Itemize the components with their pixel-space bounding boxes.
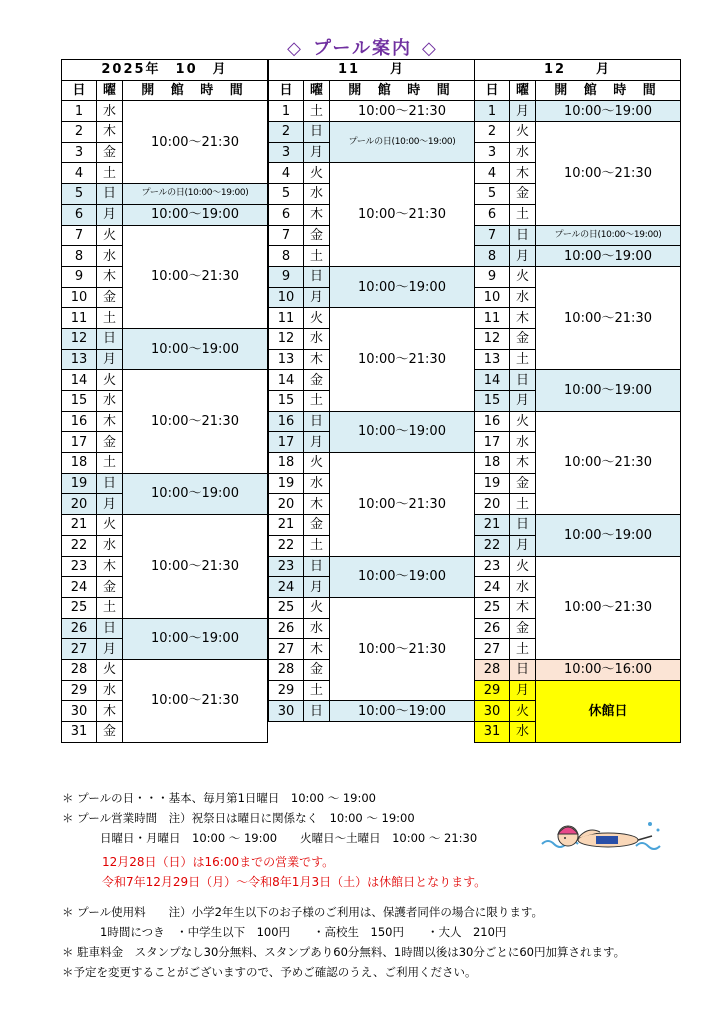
day-number: 4 — [269, 163, 304, 184]
day-row — [269, 101, 475, 122]
weekday: 水 — [304, 618, 330, 639]
day-number: 28 — [269, 659, 304, 680]
col-header-weekday: 曜 — [304, 80, 330, 101]
weekday: 月 — [97, 639, 123, 660]
weekday: 月 — [510, 391, 536, 412]
weekday: 土 — [510, 639, 536, 660]
weekday: 月 — [510, 680, 536, 701]
day-number: 23 — [475, 556, 510, 577]
month-table — [474, 59, 681, 743]
day-row — [62, 204, 268, 225]
note-short-day: 12月28日（日）は16:00までの営業です。 — [102, 855, 335, 869]
day-number: 19 — [475, 473, 510, 494]
weekday: 日 — [510, 225, 536, 246]
weekday: 土 — [510, 494, 536, 515]
day-number: 9 — [62, 266, 97, 287]
note-fee: ＊ プール使用料 注）小学2年生以下のお子様のご利用は、保護者同伴の場合に限ります。 — [62, 905, 543, 919]
day-number: 2 — [269, 122, 304, 143]
weekday: 水 — [97, 101, 123, 122]
weekday: 金 — [304, 659, 330, 680]
day-number: 20 — [475, 494, 510, 515]
col-header-weekday: 曜 — [97, 80, 123, 101]
weekday: 土 — [304, 680, 330, 701]
day-row — [62, 473, 268, 494]
hours-cell: 10:00～21:30 — [123, 515, 268, 618]
col-header-day: 日 — [475, 80, 510, 101]
weekday: 金 — [97, 722, 123, 743]
day-number: 21 — [62, 515, 97, 536]
day-row — [62, 515, 268, 536]
hours-cell: 10:00～19:00 — [330, 556, 475, 597]
day-number: 3 — [62, 142, 97, 163]
weekday: 火 — [510, 701, 536, 722]
day-number: 12 — [475, 328, 510, 349]
day-number: 19 — [62, 473, 97, 494]
day-number: 27 — [269, 639, 304, 660]
day-number: 25 — [269, 597, 304, 618]
day-row — [269, 411, 475, 432]
day-number: 18 — [62, 453, 97, 474]
day-number: 4 — [62, 163, 97, 184]
hours-cell: 10:00～21:30 — [123, 101, 268, 184]
day-number: 24 — [62, 577, 97, 598]
weekday: 月 — [304, 142, 330, 163]
weekday: 木 — [97, 122, 123, 143]
note-closed: 令和7年12月29日（月）～令和8年1月3日（土）は休館日となります。 — [102, 875, 487, 889]
day-number: 18 — [269, 453, 304, 474]
day-number: 5 — [62, 184, 97, 205]
weekday: 木 — [97, 701, 123, 722]
hours-cell: 10:00～19:00 — [123, 204, 268, 225]
day-row — [475, 101, 681, 122]
weekday: 火 — [304, 308, 330, 329]
day-number: 31 — [62, 722, 97, 743]
weekday: 土 — [97, 308, 123, 329]
hours-cell: 10:00～21:30 — [123, 659, 268, 742]
weekday: 月 — [97, 204, 123, 225]
col-header-hours: 開 館 時 間 — [123, 80, 268, 101]
weekday: 日 — [97, 328, 123, 349]
day-row — [475, 246, 681, 267]
day-row — [475, 680, 681, 701]
weekday: 日 — [304, 411, 330, 432]
day-number: 29 — [475, 680, 510, 701]
weekday: 日 — [97, 618, 123, 639]
weekday: 水 — [510, 287, 536, 308]
day-number: 17 — [62, 432, 97, 453]
day-number: 2 — [62, 122, 97, 143]
day-number: 15 — [475, 391, 510, 412]
day-row — [475, 225, 681, 246]
weekday: 金 — [97, 432, 123, 453]
day-number: 22 — [62, 535, 97, 556]
weekday: 木 — [304, 639, 330, 660]
weekday: 水 — [510, 722, 536, 743]
day-number: 8 — [62, 246, 97, 267]
hours-cell: 10:00～19:00 — [123, 328, 268, 369]
closed-cell: 休館日 — [536, 680, 681, 742]
day-number: 9 — [269, 266, 304, 287]
weekday: 水 — [304, 473, 330, 494]
weekday: 月 — [510, 535, 536, 556]
hours-cell: プールの日(10:00～19:00) — [123, 184, 268, 205]
day-number: 13 — [62, 349, 97, 370]
day-row — [62, 370, 268, 391]
day-row — [269, 308, 475, 329]
weekday: 土 — [97, 453, 123, 474]
day-row — [475, 370, 681, 391]
weekday: 日 — [304, 266, 330, 287]
day-row — [269, 701, 475, 722]
day-number: 29 — [269, 680, 304, 701]
month-table — [268, 59, 475, 722]
day-number: 12 — [269, 328, 304, 349]
weekday: 金 — [304, 225, 330, 246]
weekday: 木 — [304, 349, 330, 370]
weekday: 月 — [304, 577, 330, 598]
hours-cell: 10:00～21:30 — [123, 370, 268, 473]
day-number: 8 — [269, 246, 304, 267]
day-number: 21 — [269, 515, 304, 536]
weekday: 火 — [304, 597, 330, 618]
day-row — [475, 515, 681, 536]
day-number: 11 — [269, 308, 304, 329]
day-row — [62, 225, 268, 246]
weekday: 木 — [97, 411, 123, 432]
day-number: 23 — [62, 556, 97, 577]
hours-cell: 10:00～19:00 — [536, 246, 681, 267]
day-number: 24 — [475, 577, 510, 598]
day-number: 17 — [269, 432, 304, 453]
day-number: 16 — [475, 411, 510, 432]
weekday: 水 — [97, 391, 123, 412]
day-number: 6 — [475, 204, 510, 225]
day-number: 7 — [269, 225, 304, 246]
hours-cell: 10:00～19:00 — [123, 473, 268, 514]
day-number: 30 — [269, 701, 304, 722]
day-number: 24 — [269, 577, 304, 598]
day-row — [475, 556, 681, 577]
weekday: 火 — [510, 411, 536, 432]
day-number: 10 — [62, 287, 97, 308]
day-number: 5 — [475, 184, 510, 205]
col-header-weekday: 曜 — [510, 80, 536, 101]
day-number: 22 — [475, 535, 510, 556]
day-number: 16 — [269, 411, 304, 432]
weekday: 金 — [510, 184, 536, 205]
weekday: 日 — [97, 473, 123, 494]
hours-cell: 10:00～21:30 — [536, 266, 681, 369]
weekday: 土 — [304, 246, 330, 267]
day-number: 31 — [475, 722, 510, 743]
weekday: 水 — [304, 328, 330, 349]
day-number: 8 — [475, 246, 510, 267]
weekday: 土 — [304, 391, 330, 412]
weekday: 土 — [304, 535, 330, 556]
day-number: 18 — [475, 453, 510, 474]
hours-cell: 10:00～21:30 — [330, 453, 475, 556]
weekday: 日 — [510, 515, 536, 536]
weekday: 木 — [304, 494, 330, 515]
month-header: 12 月 — [475, 60, 681, 81]
weekday: 土 — [304, 101, 330, 122]
title-text: プール案内 — [312, 38, 413, 59]
diamond-icon: ◇ — [422, 38, 438, 59]
day-number: 4 — [475, 163, 510, 184]
weekday: 日 — [510, 659, 536, 680]
weekday: 火 — [97, 659, 123, 680]
weekday: 金 — [510, 328, 536, 349]
weekday: 日 — [510, 370, 536, 391]
day-number: 27 — [62, 639, 97, 660]
weekday: 土 — [510, 204, 536, 225]
weekday: 木 — [97, 266, 123, 287]
day-number: 10 — [269, 287, 304, 308]
day-row — [475, 122, 681, 143]
day-row — [62, 101, 268, 122]
col-header-hours: 開 館 時 間 — [536, 80, 681, 101]
hours-cell: 10:00～21:30 — [330, 597, 475, 700]
day-number: 23 — [269, 556, 304, 577]
hours-cell: 10:00～19:00 — [330, 266, 475, 307]
day-number: 9 — [475, 266, 510, 287]
weekday: 火 — [304, 453, 330, 474]
day-number: 22 — [269, 535, 304, 556]
weekday: 火 — [304, 163, 330, 184]
day-row — [269, 453, 475, 474]
weekday: 金 — [510, 473, 536, 494]
weekday: 水 — [97, 246, 123, 267]
month-table — [61, 59, 268, 743]
weekday: 金 — [510, 618, 536, 639]
weekday: 火 — [97, 515, 123, 536]
weekday: 月 — [304, 287, 330, 308]
month-header: 2025年 10 月 — [62, 60, 268, 81]
note-pool-day: ＊ プールの日・・・基本、毎月第1日曜日 10:00 ～ 19:00 — [62, 791, 376, 805]
weekday: 金 — [97, 287, 123, 308]
page-title — [0, 34, 725, 60]
weekday: 水 — [97, 680, 123, 701]
weekday: 日 — [304, 556, 330, 577]
day-row — [62, 184, 268, 205]
day-number: 20 — [269, 494, 304, 515]
day-row — [475, 266, 681, 287]
day-number: 14 — [269, 370, 304, 391]
day-number: 26 — [62, 618, 97, 639]
day-row — [269, 556, 475, 577]
day-number: 14 — [62, 370, 97, 391]
note-hours: ＊ プール営業時間 注）祝祭日は曜日に関係なく 10:00 ～ 19:00 — [62, 811, 415, 825]
weekday: 木 — [304, 204, 330, 225]
hours-cell: プールの日(10:00～19:00) — [536, 225, 681, 246]
day-number: 11 — [62, 308, 97, 329]
day-number: 1 — [62, 101, 97, 122]
hours-cell: 10:00～21:30 — [536, 411, 681, 514]
hours-cell: 10:00～19:00 — [330, 701, 475, 722]
weekday: 月 — [510, 101, 536, 122]
weekday: 火 — [510, 556, 536, 577]
note-parking: ＊ 駐車料金 スタンプなし30分無料、スタンプあり60分無料、1時間以後は30分ごとに60円加算されます。 — [62, 945, 626, 959]
day-number: 27 — [475, 639, 510, 660]
col-header-day: 日 — [62, 80, 97, 101]
weekday: 木 — [510, 163, 536, 184]
day-number: 17 — [475, 432, 510, 453]
day-number: 26 — [475, 618, 510, 639]
col-header-hours: 開 館 時 間 — [330, 80, 475, 101]
day-number: 7 — [62, 225, 97, 246]
day-number: 11 — [475, 308, 510, 329]
day-row — [475, 411, 681, 432]
weekday: 月 — [97, 494, 123, 515]
day-row — [62, 659, 268, 680]
col-header-day: 日 — [269, 80, 304, 101]
note-change: ＊予定を変更することがございますので、予めご確認のうえ、ご利用ください。 — [62, 965, 477, 979]
hours-cell: 10:00～19:00 — [330, 411, 475, 452]
hours-cell: 10:00～21:30 — [536, 122, 681, 225]
weekday: 水 — [97, 535, 123, 556]
day-number: 1 — [475, 101, 510, 122]
day-number: 16 — [62, 411, 97, 432]
day-row — [269, 266, 475, 287]
day-number: 12 — [62, 328, 97, 349]
hours-cell: 10:00～21:30 — [330, 163, 475, 266]
day-number: 3 — [269, 142, 304, 163]
hours-cell: 10:00～19:00 — [536, 515, 681, 556]
weekday: 火 — [97, 370, 123, 391]
day-number: 6 — [62, 204, 97, 225]
weekday: 日 — [304, 122, 330, 143]
day-number: 26 — [269, 618, 304, 639]
weekday: 水 — [510, 142, 536, 163]
day-row — [62, 618, 268, 639]
weekday: 水 — [510, 577, 536, 598]
day-number: 13 — [475, 349, 510, 370]
weekday: 水 — [510, 432, 536, 453]
diamond-icon: ◇ — [287, 38, 303, 59]
day-number: 6 — [269, 204, 304, 225]
day-number: 15 — [269, 391, 304, 412]
day-number: 2 — [475, 122, 510, 143]
weekday: 木 — [97, 556, 123, 577]
day-number: 30 — [475, 701, 510, 722]
day-number: 7 — [475, 225, 510, 246]
month-header: 11 月 — [269, 60, 475, 81]
day-row — [269, 163, 475, 184]
hours-cell: 10:00～21:30 — [330, 308, 475, 411]
hours-cell: 10:00～21:30 — [123, 225, 268, 328]
day-number: 3 — [475, 142, 510, 163]
hours-cell: プールの日(10:00～19:00) — [330, 122, 475, 163]
day-number: 20 — [62, 494, 97, 515]
weekday: 日 — [97, 184, 123, 205]
day-number: 15 — [62, 391, 97, 412]
weekday: 月 — [510, 246, 536, 267]
day-number: 10 — [475, 287, 510, 308]
weekday: 土 — [97, 597, 123, 618]
hours-cell: 10:00～16:00 — [536, 659, 681, 680]
weekday: 火 — [510, 266, 536, 287]
weekday: 木 — [510, 453, 536, 474]
day-number: 30 — [62, 701, 97, 722]
day-row — [269, 122, 475, 143]
weekday: 日 — [304, 701, 330, 722]
weekday: 木 — [510, 597, 536, 618]
weekday: 土 — [97, 163, 123, 184]
day-number: 29 — [62, 680, 97, 701]
weekday: 金 — [304, 370, 330, 391]
note-fee-detail: 1時間につき ・中学生以下 100円 ・高校生 150円 ・大人 210円 — [100, 925, 507, 939]
day-number: 13 — [269, 349, 304, 370]
weekday: 金 — [97, 142, 123, 163]
day-number: 1 — [269, 101, 304, 122]
weekday: 月 — [97, 349, 123, 370]
weekday: 火 — [510, 122, 536, 143]
day-number: 5 — [269, 184, 304, 205]
day-number: 14 — [475, 370, 510, 391]
day-number: 28 — [475, 659, 510, 680]
hours-cell: 10:00～19:00 — [536, 370, 681, 411]
day-row — [62, 328, 268, 349]
hours-cell: 10:00～19:00 — [536, 101, 681, 122]
day-number: 21 — [475, 515, 510, 536]
weekday: 月 — [304, 432, 330, 453]
day-number: 25 — [62, 597, 97, 618]
swimmer-icon — [538, 814, 668, 860]
day-row — [475, 659, 681, 680]
day-row — [269, 597, 475, 618]
hours-cell: 10:00～21:30 — [330, 101, 475, 122]
day-number: 25 — [475, 597, 510, 618]
hours-cell: 10:00～21:30 — [536, 556, 681, 659]
weekday: 土 — [510, 349, 536, 370]
hours-cell: 10:00～19:00 — [123, 618, 268, 659]
weekday: 木 — [510, 308, 536, 329]
weekday: 金 — [97, 577, 123, 598]
weekday: 水 — [304, 184, 330, 205]
day-number: 19 — [269, 473, 304, 494]
note-hours-detail: 日曜日・月曜日 10:00 ～ 19:00 火曜日～土曜日 10:00 ～ 21:30 — [100, 831, 478, 845]
weekday: 金 — [304, 515, 330, 536]
weekday: 火 — [97, 225, 123, 246]
day-number: 28 — [62, 659, 97, 680]
